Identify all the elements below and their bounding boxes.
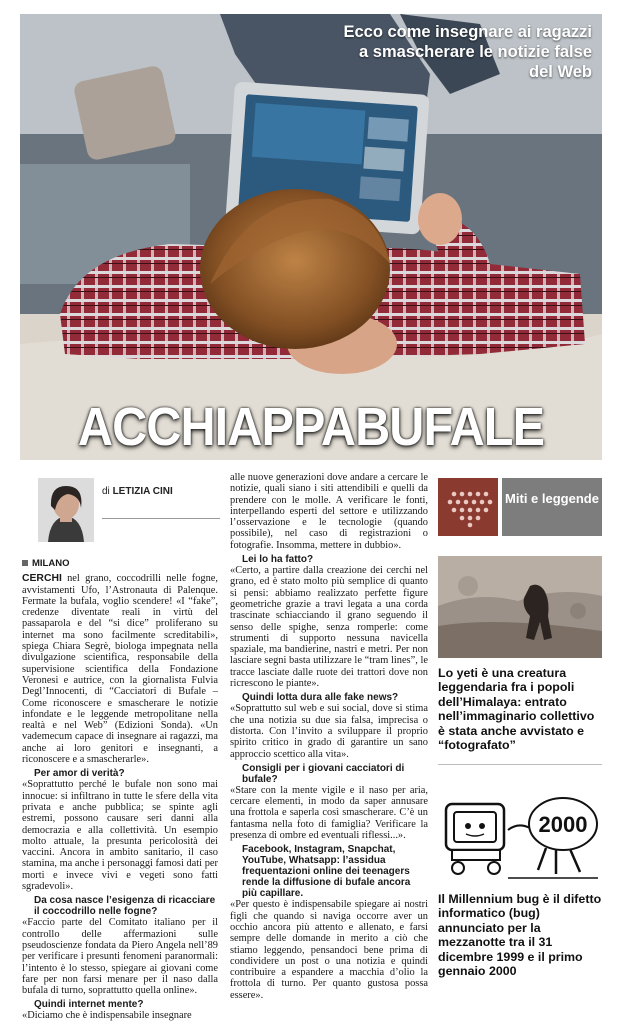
answer-5: «Soprattutto sul web e sui social, dove si stima che una notizia su due sia falsa, imprecisa o distorta. Con l’invito a sviluppare il proprio spirito critico in grado di garantire un sano approccio scettico alla vita». [230, 703, 428, 760]
yeti-photo [438, 556, 602, 658]
question-6: Consigli per i giovani cacciatori di bufale? [242, 762, 405, 785]
byline [38, 478, 228, 542]
millennium-caption: Il Millennium bug è il difetto informatico (bug) annunciato per la mezzanotte tra il 31 dicembre 1999 e il primo gennaio 2000 [438, 892, 602, 979]
byline-rule [102, 518, 220, 519]
dots-logo-icon [438, 478, 498, 536]
answer-2: «Faccio parte del Comitato italiano per il controllo delle affermazioni sulle pseudoscienze fondata da Piero Angela nell’89 per verificare i presunti fenomeni paranormali: l’intento è lo stesso, spiegare ai giovani come fare per non farsi menare per il naso dalla bufala di turno, soprattutto quella online». [22, 917, 218, 997]
hero-kicker: Ecco come insegnare ai ragazzi a smascherare le notizie false del Web [343, 23, 592, 81]
question-5: Quindi lotta dura alle fake news? [242, 692, 399, 704]
article-column-2 [230, 472, 428, 1001]
answer-6: «Stare con la mente vigile e il naso per aria, cercare elementi, in modo da saper annusare una frottola e saperla così smascherare. C’è un fantasma nella foto di famiglia? Verificare la presenza di ombre ed eventuali riflessi...». [230, 784, 428, 842]
cartoon-year: 2000 [538, 812, 588, 837]
millennium-bug-cartoon [438, 782, 602, 886]
question-1: Per amor di verità? [34, 768, 125, 780]
sidebar [438, 478, 602, 979]
dateline-text: MILANO [32, 558, 70, 569]
headline: ACCHIAPPABUFALE [77, 397, 545, 457]
answer-4: «Certo, a partire dalla creazione dei cerchi nel grano, ed è stato molto più semplice di quanto si pensi: abbiamo realizzato perfette figure geometriche grazie a travi legata a una corda trascinate schiacciando il grano seguendo il senso delle spighe, senza romperle: come strumenti di supporto nessuna navicella spaziale, ma bandierine, nastri e metri. Per non lasciare segni basta utilizzare le “tram lines”, le tracce lasciate dalle ruote dei trattori dove non ricrescono le piante». [230, 565, 428, 690]
article-column-1 [22, 558, 218, 1022]
sidebar-header [438, 478, 602, 536]
intro-text: nel grano, coccodrilli nelle fogne, avvistamenti Ufo, l’Astronauta di Palenque. Fermate la bufala, voglio scendere! «I “fake”, credenze diventate reali in virtù del passaparola e del “si dice” proliferano su internet ma sono facilmente screditabili», spiega Chiara Segrè, biologa impegnata nella divulgazione scientifica, responsabile della supervisione scientifica della Fondazione Veronesi e autrice, con la giornalista Fulvia Degl’Innocenti, di “Cacciatori di Bufale – Come riconoscere e smascherare le notizie infondate e le leggende metropolitane nella realtà e nel Web” (Edizioni Sonda). «Un vademecum capace di insegnare ai ragazzi, ma anche ai loro genitori e insegnanti, a riconoscere e a smascherarle». [22, 573, 218, 766]
author-portrait [38, 478, 94, 542]
question-4: Lei lo ha fatto? [242, 554, 314, 566]
byline-text [102, 486, 173, 498]
question-2: Da cosa nasce l’esigenza di ricacciare il coccodrillo nelle fogne? [34, 895, 216, 918]
answer-3-continued: alle nuove generazioni dove andare a cercare le notizie, quali siano i siti attendibili e quelli da prendere con le molle. A verificare le fonti, interpellando esperti del settore e utilizzando l’osservazione e le tecnologie (quando possibile), nel caso di registrazioni o fotografie. Insomma, mettere in dubbio». [230, 472, 428, 551]
hero-photo [20, 14, 602, 460]
byline-author: LETIZIA CINI [112, 486, 173, 497]
answer-1: «Soprattutto perché le bufale non sono mai innocue: si infiltrano in tutte le sfere della vita privata e anche pubblica; se spinte agli estremi, possono causare seri danni alla democrazia e alla collettività. Un esempio molto attuale, la presunta pericolosità dei vaccini. Ancora in ambito sanitario, il caso stamina, ma anche i personaggi famosi dati per morti e invece vivi e vegeti sono fatti sgradevoli». [22, 779, 218, 893]
yeti-caption: Lo yeti è una creatura leggendaria fra i popoli dell’Himalaya: entrato nell’immaginario collettivo è stata anche avvistato e “fotografato” [438, 666, 595, 753]
sidebar-divider [438, 764, 602, 765]
question-3: Quindi internet mente? [34, 999, 144, 1011]
answer-3-start: «Diciamo che è indispensabile insegnare [22, 1010, 192, 1022]
intro-paragraph [22, 573, 218, 765]
question-7: Facebook, Instagram, Snapchat, YouTube, Whatsapp: l’assidua frequentazioni online dei teenagers rende la diffusione di bufale ancora più capillare. [242, 844, 411, 900]
answer-7: «Per questo è indispensabile spiegare ai nostri figli che quando si naviga occorre aver un occhio ancora più attento e allenato, e farsi sempre delle domande in merito a ciò che stiamo leggendo, pensandoci bene prima di condividere un post o una notizia e quindi contribuire a espandere a macchia d’olio la frottola di turno. Per quanto gustosa possa essere». [230, 899, 428, 1001]
sidebar-section-label: Miti e leggende [502, 478, 602, 536]
lead-word: CERCHI [22, 573, 62, 585]
byline-prefix: di [102, 486, 110, 497]
dateline-marker [22, 560, 28, 566]
dateline [22, 558, 218, 569]
